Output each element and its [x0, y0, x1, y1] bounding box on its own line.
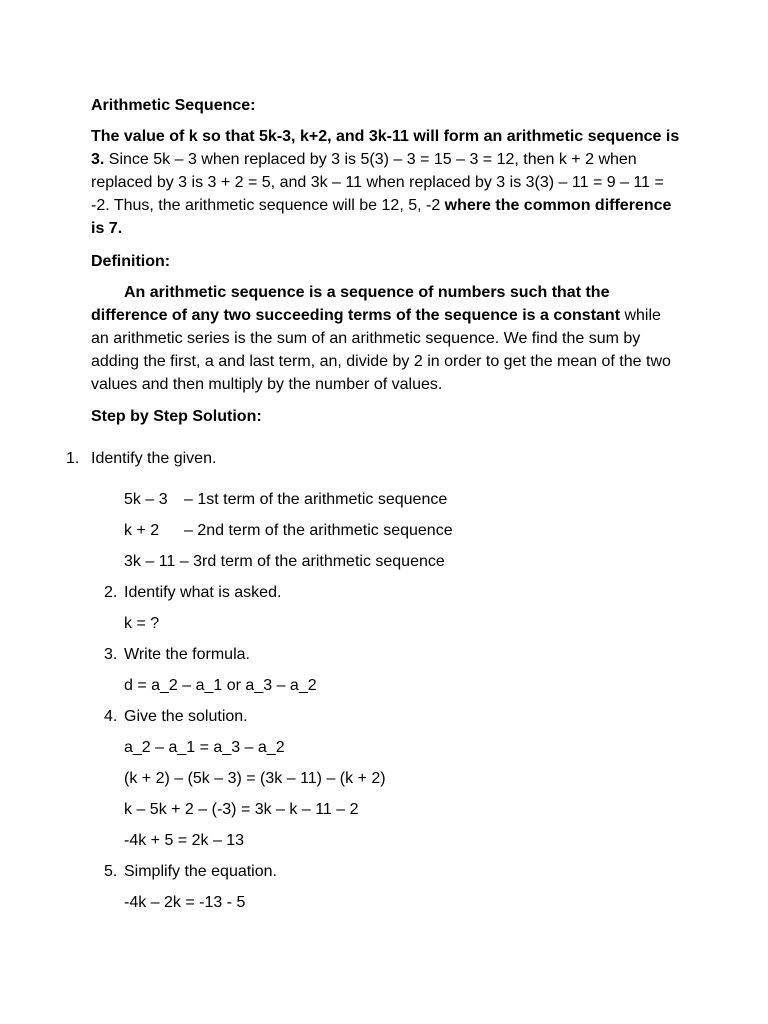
definition-label: Definition: [91, 253, 171, 270]
step-1 [66, 447, 79, 470]
section-heading [91, 94, 255, 117]
definition-bold-text: An arithmetic sequence is a sequence of numbers such that the difference of any two succeeding terms of the sequence is a constant [91, 284, 621, 324]
term-expression: 3k – 11 [124, 553, 176, 570]
term-description: – 3rd term of the arithmetic sequence [179, 553, 445, 570]
step-1-label: Identify the given. [91, 450, 217, 467]
given-term-3 [124, 550, 445, 573]
step-number: 1. [66, 450, 80, 467]
step-number: 5. [104, 863, 118, 880]
given-term-2 [124, 519, 453, 542]
step-5 [104, 860, 117, 883]
answer-paragraph [91, 125, 681, 240]
step-4-label: Give the solution. [124, 708, 248, 725]
term-description: – 1st term of the arithmetic sequence [184, 491, 448, 508]
step-2-label: Identify what is asked. [124, 584, 282, 601]
step-3-label: Write the formula. [124, 646, 250, 663]
formula-line: d = a_2 – a_1 or a_3 – a_2 [124, 677, 317, 694]
answer-bold-outro: where the common difference is 7. [91, 197, 672, 237]
answer-bold-intro: The value of k so that 5k-3, k+2, and 3k-11 will form an arithmetic sequence is 3. [91, 128, 680, 168]
asked-line: k = ? [124, 615, 160, 632]
solution-line: a_2 – a_1 = a_3 – a_2 [124, 739, 285, 756]
definition-paragraph [91, 281, 681, 396]
answer-explanation: Since 5k – 3 when replaced by 3 is 5(3) – 3 = 15 – 3 = 12, then k + 2 when replaced by 3 is 3 + 2 = 5, and 3k – 11 when replaced by 3 is 3(3) – 11 = 9 – 11 = -2. Thus, the arithmetic sequence will be 12, 5, -2 [91, 151, 664, 214]
solution-line: -4k + 5 = 2k – 13 [124, 832, 245, 849]
definition-rest-text: while an arithmetic series is the sum of an arithmetic sequence. We find the sum by adding the first, a and last term, an, divide by 2 in order to get the mean of the two values and then multiply by the number of values. [91, 307, 671, 393]
simplify-line: -4k – 2k = -13 - 5 [124, 894, 246, 911]
term-expression: k + 2 [124, 522, 160, 539]
step-2 [104, 581, 117, 604]
solution-line: (k + 2) – (5k – 3) = (3k – 11) – (k + 2) [124, 770, 386, 787]
step-3 [104, 643, 117, 666]
step-4 [104, 705, 117, 728]
step-5-label: Simplify the equation. [124, 863, 277, 880]
heading-text: Arithmetic Sequence: [91, 97, 256, 114]
given-term-1 [124, 488, 447, 511]
step-number: 2. [104, 584, 118, 601]
term-expression: 5k – 3 [124, 491, 168, 508]
solution-line: k – 5k + 2 – (-3) = 3k – k – 11 – 2 [124, 801, 359, 818]
step-number: 3. [104, 646, 118, 663]
solution-heading: Step by Step Solution: [91, 408, 262, 425]
step-number: 4. [104, 708, 118, 725]
term-description: – 2nd term of the arithmetic sequence [184, 522, 453, 539]
